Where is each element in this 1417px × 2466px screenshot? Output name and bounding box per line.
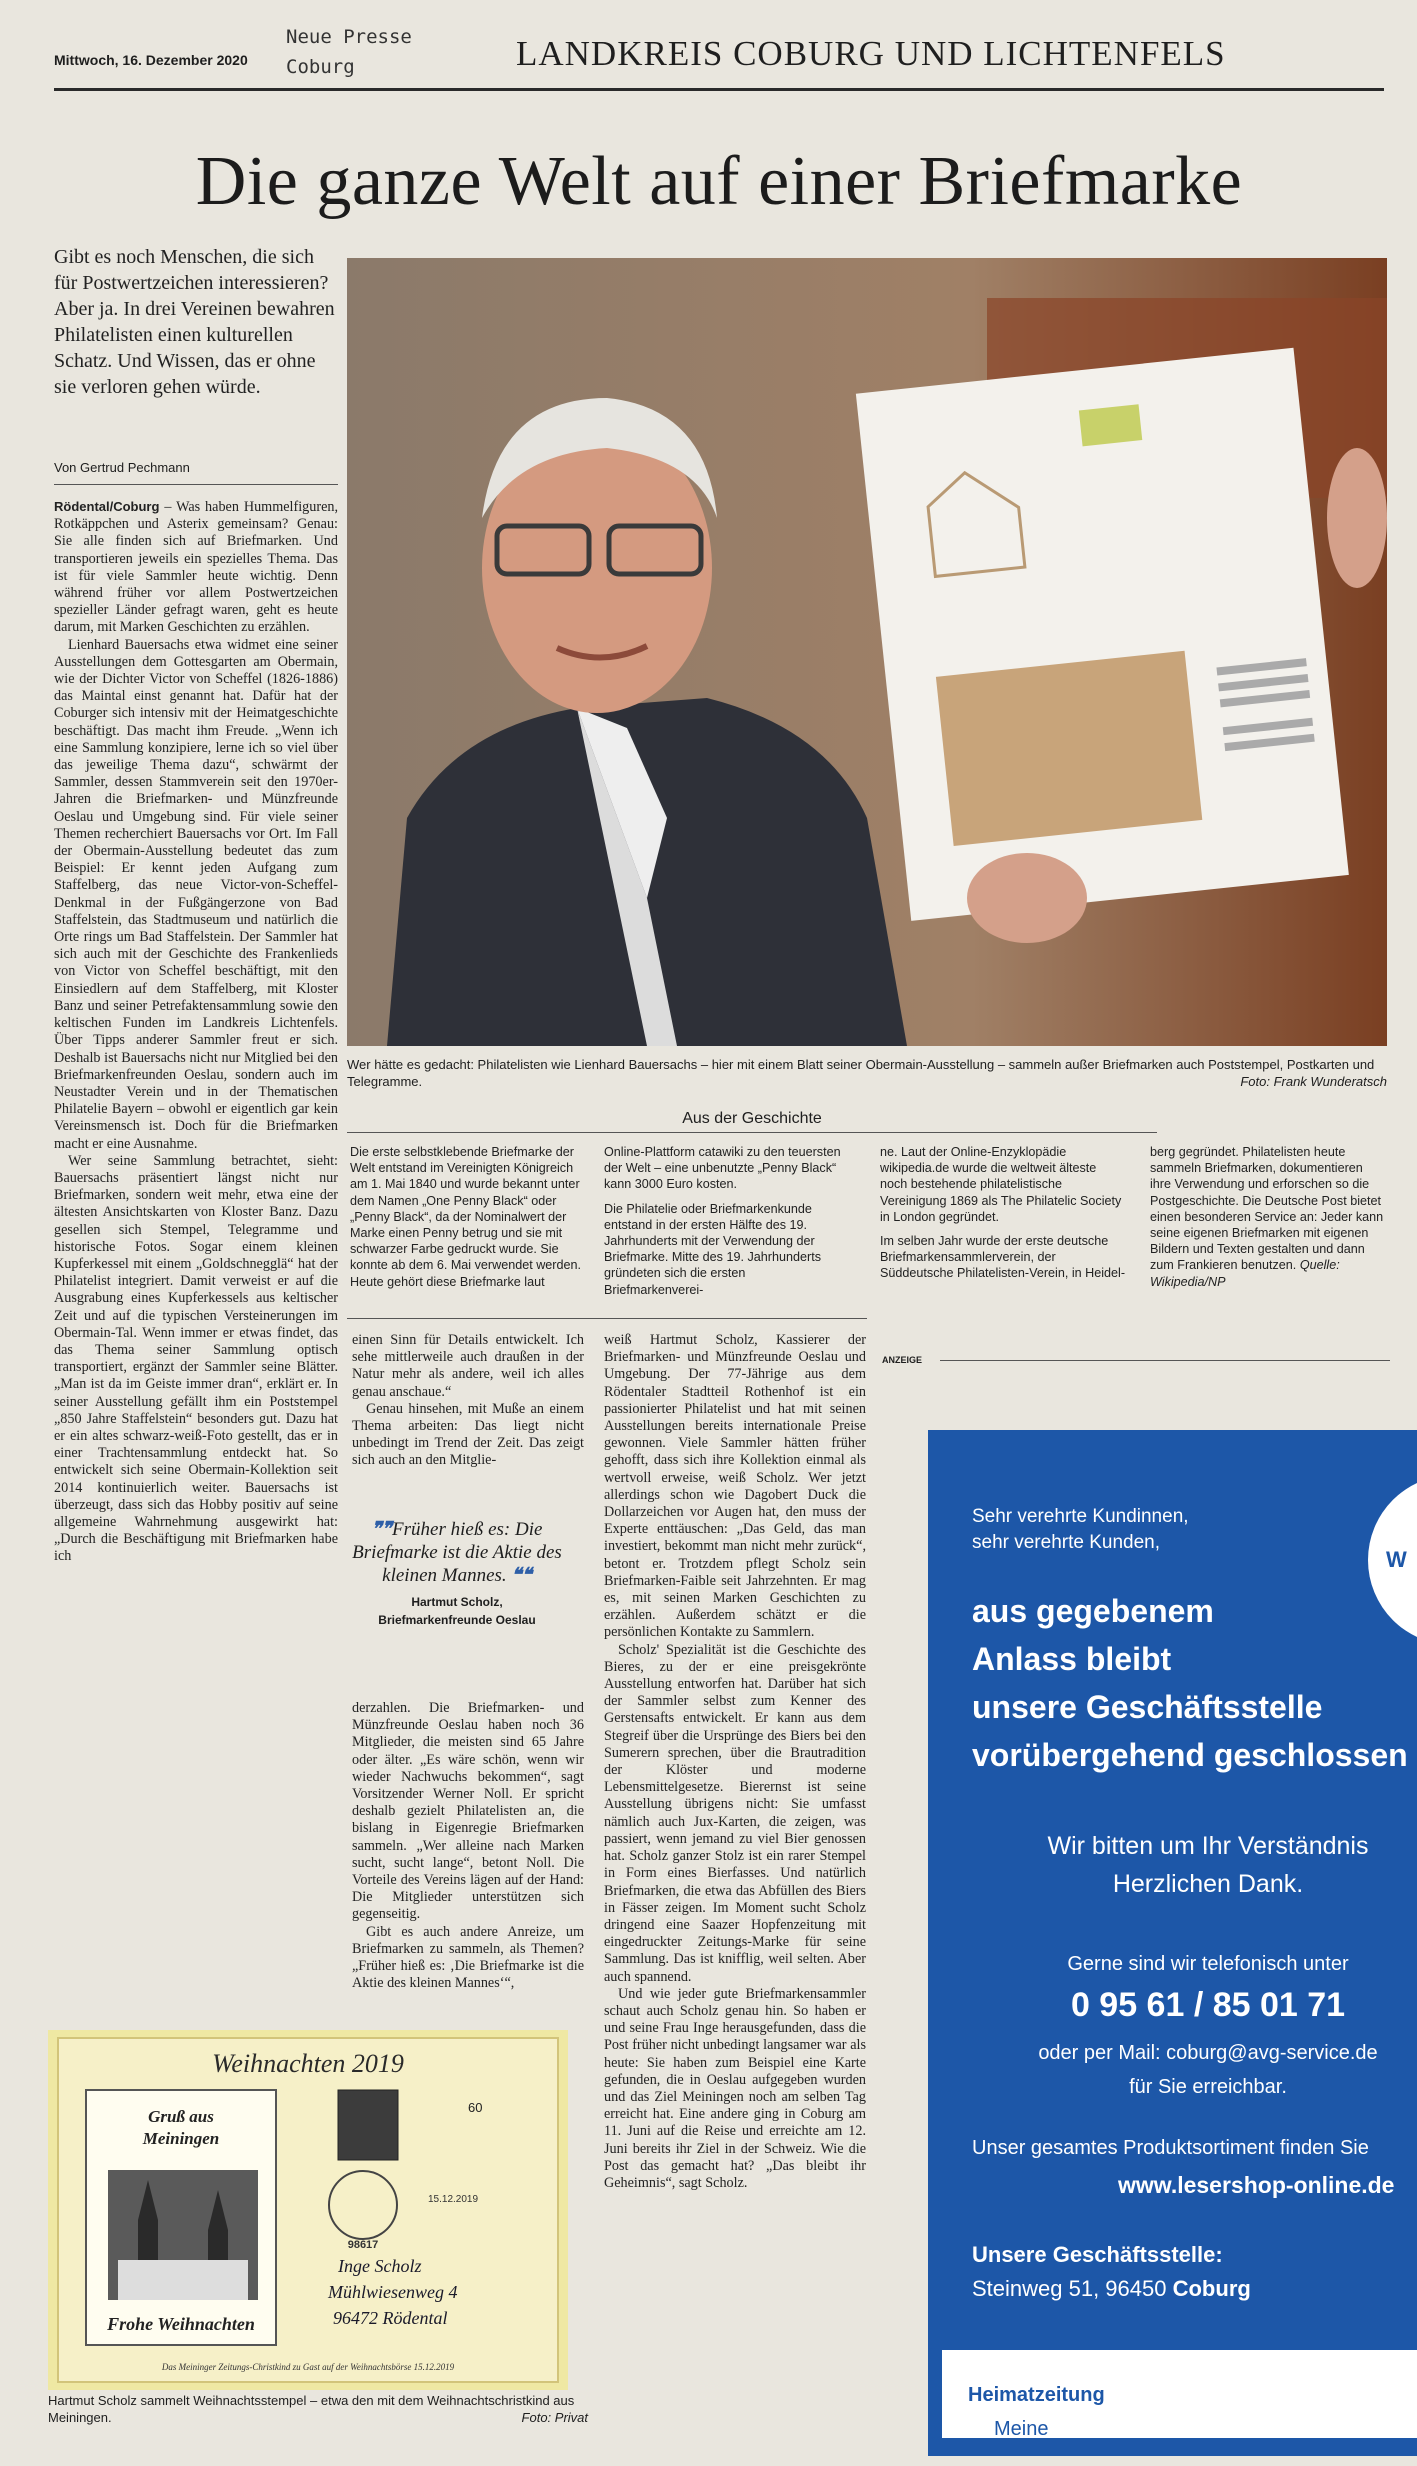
history-text-body: berg gegründet. Philatelisten heute sammeln Briefmarken, dokumentieren ihre Verwendung und erforschen so die Postgeschichte. Die Deutsche Post bietet einen besonderen Service an: Jeder kann seine eigenen Briefmarken mit eigenen Bildern und Texten gestalten und dann zum Frankieren benutzen. bbox=[1150, 1145, 1384, 1273]
ad-address-street: Steinweg 51, 96450 bbox=[972, 2276, 1173, 2301]
article-column-1 bbox=[54, 498, 338, 2018]
ad-label-rule bbox=[940, 1360, 1390, 1361]
ad-office-address bbox=[972, 2276, 1251, 2302]
postcard-footer: Frohe Weihnachten bbox=[107, 2314, 255, 2334]
close-quote-icon: ❝❝ bbox=[511, 1565, 532, 1586]
pull-quote bbox=[352, 1518, 562, 1629]
postcard-credit: Foto: Privat bbox=[521, 2410, 588, 2425]
ad-headline-1: aus gegebenem bbox=[972, 1593, 1214, 1629]
ad-phone-number[interactable]: 0 95 61 / 85 01 71 bbox=[1070, 1986, 1346, 2024]
paragraph: Genau hinsehen, mit Muße an einem Thema arbeiten: Das liegt nicht unbedingt im Trend der Zeit. Das zeigt sich auch an den Mitglie- bbox=[352, 1400, 584, 1469]
ad-phone-intro: Gerne sind wir telefonisch unter bbox=[1067, 1953, 1349, 1975]
ad-footer-brand: Heimatzeitung bbox=[968, 2384, 1105, 2406]
postmark-date: 15.12.2019 bbox=[428, 2194, 479, 2205]
ad-footer-band bbox=[942, 2350, 1417, 2438]
postcard-caption bbox=[48, 2392, 588, 2426]
history-column-1 bbox=[350, 1144, 588, 1298]
stamp-value: 60 bbox=[468, 2100, 483, 2115]
postcard-drawing bbox=[48, 2030, 568, 2390]
advertisement bbox=[928, 1430, 1417, 2456]
history-column-4 bbox=[1150, 1144, 1386, 1298]
history-text bbox=[1150, 1144, 1386, 1290]
history-text: Im selben Jahr wurde der erste deutsche Briefmarkensammlerverein, der Süddeutsche Philatelisten-Verein, in Heidel- bbox=[880, 1234, 1126, 1281]
ad-greeting-2: sehr verehrte Kunden, bbox=[972, 1532, 1161, 1553]
recipient-city: 96472 Rödental bbox=[333, 2308, 448, 2328]
dateline: Rödental/Coburg bbox=[54, 499, 160, 514]
stamp-line-city: Coburg bbox=[286, 56, 355, 78]
recipient-name: Inge Scholz bbox=[338, 2256, 422, 2276]
postcard-title: Weihnachten 2019 bbox=[212, 2049, 404, 2078]
quote-author: Hartmut Scholz, bbox=[411, 1595, 503, 1609]
postcard-greeting-2: Meiningen bbox=[142, 2129, 220, 2148]
postcard-bottom-text: Das Meininger Zeitungs-Christkind zu Gast auf der Weihnachtsbörse 15.12.2019 bbox=[161, 2362, 455, 2372]
ad-address-city: Coburg bbox=[1172, 2276, 1251, 2301]
ad-thanks: Herzlichen Dank. bbox=[1112, 1870, 1304, 1898]
history-column-3 bbox=[880, 1144, 1126, 1290]
photo-credit: Foto: Frank Wunderatsch bbox=[1240, 1074, 1387, 1089]
recipient-street: Mühlwiesenweg 4 bbox=[328, 2282, 458, 2302]
paragraph: Und wie jeder gute Briefmarkensammler schaut auch Scholz genau hin. So haben er und seine Frau Inge herausgefunden, dass die Post früher nicht unbedingt langsamer war als heute: Sie haben zum Beispiel eine Karte gefunden, die in Oeslau aufgegeben wurden und das Ziel Meiningen noch am selben Tag erreicht hat. Eine andere ging in Coburg am 11. Juni auf die Reise und erreichte am 12. Juni bereits ihr Ziel in der Schweiz. Wie die Post das gemacht hat? „Das bleibt ihr Geheimnis“, sagt Scholz. bbox=[604, 1985, 866, 2191]
ad-badge-text: W bbox=[1386, 1547, 1407, 1572]
quote-text: Früher hieß es: Die Briefmarke ist die Aktie des kleinen Mannes. bbox=[352, 1519, 562, 1586]
paragraph: derzahlen. Die Briefmarken- und Münzfreunde Oeslau haben noch 36 Mitglieder, die meisten sind 65 Jahre oder älter. „Es wäre schön, wenn wir wieder Nachwuchs bekommen“, sagt Vorsitzender Werner Noll. Er spricht deshalb gezielt Philatelisten an, die bislang in Eigenregie Briefmarken sammeln. „Wer alleine nach Marken sucht, sucht lange“, betont Noll. Die Vorteile des Vereins lägen auf der Hand: Die Mitglieder unterstützen sich gegenseitig. bbox=[352, 1700, 584, 1923]
history-text: Die erste selbstklebende Briefmarke der Welt entstand im Vereinigten Königreich am 1. Mai 1840 und wurde bekannt unter dem Namen „One Penny Black“ oder „Penny Black“, da der Nominalwert der Marke einen Penny betrug und sie mit schwarzer Farbe gedruckt wurde. Sie konnte ab dem 6. Mai verwendet werden. Heute gehört diese Briefmarke laut bbox=[350, 1145, 582, 1289]
ad-email[interactable]: oder per Mail: coburg@avg-service.de bbox=[1038, 2042, 1378, 2064]
header-rule bbox=[54, 88, 1384, 91]
paragraph-text: – Was haben Hummelfiguren, Rotkäppchen und Asterix gemeinsam? Genau: Sie alle finden sich auf Briefmarken. Und transportieren jeweils ein spezielles Thema. Das ist für viele Sammler heute wichtig. Denn während früher vor allem Postwertzeichen spezieller Länder gefragt waren, geht es heute darum, mit Marken Geschichten zu erzählen. bbox=[54, 499, 338, 636]
headline: Die ganze Welt auf einer Briefmarke bbox=[195, 143, 1243, 220]
lead-paragraph: Gibt es noch Menschen, die sich für Postwertzeichen interessieren? Aber ja. In drei Vereinen bewahren Philatelisten einen kulturellen Schatz. Und Wissen, das er ohne sie verloren gehen würde. bbox=[54, 246, 335, 398]
open-quote-icon: ❞❞ bbox=[371, 1519, 393, 1540]
byline-rule bbox=[54, 484, 338, 485]
paragraph: Lienhard Bauersachs etwa widmet eine seiner Ausstellungen dem Gottesgarten am Obermain, wie der Dichter Victor von Scheffel (1826-1886) das Maintal einst genannt hat. Dafür hat der Coburger sich intensiv mit der Heimatgeschichte beschäftigt. Das macht ihm Freude. „Wenn ich eine Sammlung konzipiere, lerne ich so viel über das jeweilige Thema dazu“, schwärmt der Sammler, dessen Stammverein seit den 1970er-Jahren die Briefmarken- und Münzfreunde Oeslau und Umgebung sind. Für viele seiner Themen recherchiert Bauersachs vor Ort. Im Fall der Obermain-Ausstellung bedeutet das zum Beispiel: Er kennt jeden Aufgang zum Staffelberg, das neue Victor-von-Scheffel-Denkmal in der Fußgängerzone von Bad Staffelstein, das Stadtmuseum und natürlich die Orte rings um Bad Staffelstein. Der Sammler hat sich auch mit der Geschichte des Frankenlieds von Victor von Scheffel beschäftigt, mit den Einsiedlern auf dem Staffelberg, mit Kloster Banz und seiner Petrefaktensammlung sowie den keltischen Funden im Landkreis Lichtenfels. Über Tipps anderer Sammler freut er sich. Deshalb ist Bauersachs nicht nur Mitglied bei den Briefmarkenfreunden Oeslau, sondern auch im Neustadter Verein und in der Thematischen Philatelie Bayern – obwohl er eigentlich gar kein Vereinsmensch ist. Doch für die Briefmarken macht er eine Ausnahme. bbox=[54, 636, 338, 1152]
quote-text-block bbox=[352, 1518, 562, 1587]
main-photo bbox=[347, 258, 1387, 1046]
article-column-3 bbox=[604, 1332, 866, 2462]
postcard-greeting-1: Gruß aus bbox=[148, 2107, 214, 2126]
article-column-2-top bbox=[352, 1332, 584, 1470]
ad-label: ANZEIGE bbox=[882, 1355, 923, 1365]
photo-caption bbox=[347, 1056, 1387, 1090]
issue-date: Mittwoch, 16. Dezember 2020 bbox=[54, 52, 248, 68]
article-column-2-bottom bbox=[352, 1700, 584, 1992]
paragraph bbox=[54, 498, 338, 637]
newspaper-stamp bbox=[286, 22, 412, 82]
ad-shop-link[interactable]: www.lesershop-online.de bbox=[1118, 2172, 1395, 2198]
ad-office-label: Unsere Geschäftsstelle: bbox=[972, 2242, 1223, 2267]
paragraph: Gibt es auch andere Anreize, um Briefmarken zu sammeln, als Themen? „Früher hieß es: ‚Die Briefmarke ist die Aktie des kleinen Mannes‘“, bbox=[352, 1923, 584, 1992]
stamp-line-paper: Neue Presse bbox=[286, 26, 412, 48]
ad-email-suffix: für Sie erreichbar. bbox=[1129, 2076, 1287, 2098]
history-source: Quelle: Wikipedia/NP bbox=[1150, 1258, 1340, 1289]
ad-headline-4: vorübergehend geschlossen bbox=[972, 1737, 1408, 1773]
ad-greeting-1: Sehr verehrte Kundinnen, bbox=[972, 1506, 1189, 1527]
paragraph: einen Sinn für Details entwickelt. Ich sehe mittlerweile auch draußen in der Natur mehr als andere, weil ich alles genau anschaue.“ bbox=[352, 1332, 584, 1400]
ad-footer-prefix: Meine bbox=[994, 2418, 1049, 2440]
history-box-title: Aus der Geschichte bbox=[682, 1110, 822, 1127]
ad-plea: Wir bitten um Ihr Verständnis bbox=[1047, 1832, 1369, 1860]
paragraph: Scholz' Spezialität ist die Geschichte des Bieres, zu der er eine preisgekrönte Ausstellung entworfen hat. Darüber hat sich der Sammler selbst zum Kenner des Gerstensafts entwickelt. Er kann aus dem Stegreif über die Ursprünge des Biers bei den Sumerern sprechen, über die Brautradition der Klöster und moderne Lebensmittelgesetze. Bierernst ist seine Ausstellung übrigens nicht: Sie umfasst nämlich auch Jux-Karten, die zeigen, was passiert, wenn jemand zu viel Bier genossen hat. Scholz ganzer Stolz ist ein rarer Stempel in Form eines Bierfasses. Und natürlich Briefmarken, die etwa das Abfüllen des Biers in Fässer zeigen. Im Moment sucht Scholz dringend eine Saazer Hopfenzeitung mit eingedruckter Zeitungs-Marke für seine Sammlung. Das ist knifflig, weil selten. Aber auch spannend. bbox=[604, 1641, 866, 1985]
caption-text: Wer hätte es gedacht: Philatelisten wie Lienhard Bauersachs – hier mit einem Blatt seiner Obermain-Ausstellung – sammeln außer Briefmarken auch Poststempel, Postkarten und Telegramme. bbox=[347, 1057, 1375, 1089]
paragraph: Wer seine Sammlung betrachtet, sieht: Bauersachs präsentiert längst nicht nur Briefmarken, sondern weit mehr, etwa eine der ältesten Ansichtskarten von Kloster Banz. Dazu gesellen sich Stempel, Telegramme und historische Fotos. Sogar einem kleinen Kupferkessel mit einem „Goldschnegglä“ hat der Philatelist integriert. Damit verweist er auf die Ausgrabung eines Kupferkessels aus keltischer Zeit und auf die typischen Versteinerungen im Obermain-Tal. Wenn immer er etwas findet, das das Thema seiner Sammlung optisch transportiert, ergänzt der Sammler seine Blätter. „Man ist da im Geiste immer dran“, erklärt er. In seiner Ausstellung gefällt ihm ein Poststempel „850 Jahre Staffelstein“ besonders gut. Dazu hat er ein altes schwarz-weiß-Foto gestellt, das er in einer Trachtensammlung entdeckt hat. So entwickelt sich seine Obermain-Kollektion seit 2014 kontinuierlich weiter. Bauersachs ist überzeugt, dass sich das Hobby positiv auf seine allgemeine Wahrnehmung ausgewirkt hat: „Durch die Beschäftigung mit Briefmarken habe ich bbox=[54, 1152, 338, 1565]
ad-headline-2: Anlass bleibt bbox=[972, 1641, 1172, 1677]
history-text: Online-Plattform catawiki zu den teuersten der Welt – eine unbenutzte „Penny Black“ kann 3000 Euro kosten. bbox=[604, 1145, 841, 1192]
history-column-2 bbox=[604, 1144, 842, 1306]
ad-headline-3: unsere Geschäftsstelle bbox=[972, 1689, 1323, 1725]
ad-range: Unser gesamtes Produktsortiment finden Sie bbox=[972, 2137, 1369, 2159]
ad-footer-text bbox=[968, 2384, 1105, 2440]
history-box-bottom-rule bbox=[347, 1318, 867, 1319]
photo-philatelist-with-sheet bbox=[347, 258, 1387, 1046]
ad-badge bbox=[1368, 1475, 1417, 1645]
christmas-postcard-photo bbox=[48, 2030, 568, 2390]
postmark-postcode: 98617 bbox=[347, 2239, 379, 2251]
byline: Von Gertrud Pechmann bbox=[54, 460, 190, 475]
postcard-caption-text: Hartmut Scholz sammelt Weihnachtsstempel – etwa den mit dem Weihnachtschristkind aus Meiningen. bbox=[48, 2393, 575, 2425]
quote-organisation: Briefmarkenfreunde Oeslau bbox=[378, 1613, 536, 1627]
history-text: Die Philatelie oder Briefmarkenkunde entstand in der ersten Hälfte des 19. Jahrhunderts mit der Verwendung der Briefmarke. Mitte des 19. Jahrhunderts gründeten sich die ersten Briefmarkenverei- bbox=[604, 1201, 821, 1297]
history-box-rule bbox=[347, 1132, 1157, 1133]
section-title: LANDKREIS COBURG UND LICHTENFELS bbox=[516, 34, 1226, 73]
paragraph: weiß Hartmut Scholz, Kassierer der Briefmarken- und Münzfreunde Oeslau und Umgebung. Der 77-Jährige aus dem Rödentaler Stadtteil Rothenhof ist ein passionierter Philatelist und hat mit seinen Ausstellungen bereits internationale Preise gewonnen. Viele Sammler hätten früher gehofft, dass sich ihre Kollektion einmal als wertvoll erweise, weiß Scholz. Wer jetzt allerdings schon wie Dagobert Duck die Dollarzeichen vor Augen hat, den muss der Experte enttäuschen: „Das Geld, das man investiert, bekommt man nicht mehr zurück“, betont er. Trotzdem pflegt Scholz sein Briefmarken-Faible seit Jahrzehnten. Er mag es, mit seinen Marken Geschichten zu erzählen. Außerdem schätzt er die persönlichen Kontakte zu Sammlern. bbox=[604, 1332, 866, 1641]
history-text: ne. Laut der Online-Enzyklopädie wikipedia.de wurde die weltweit älteste noch bestehende philatelistische Vereinigung 1869 als The Philatelic Society in London gegründet. bbox=[880, 1145, 1122, 1224]
